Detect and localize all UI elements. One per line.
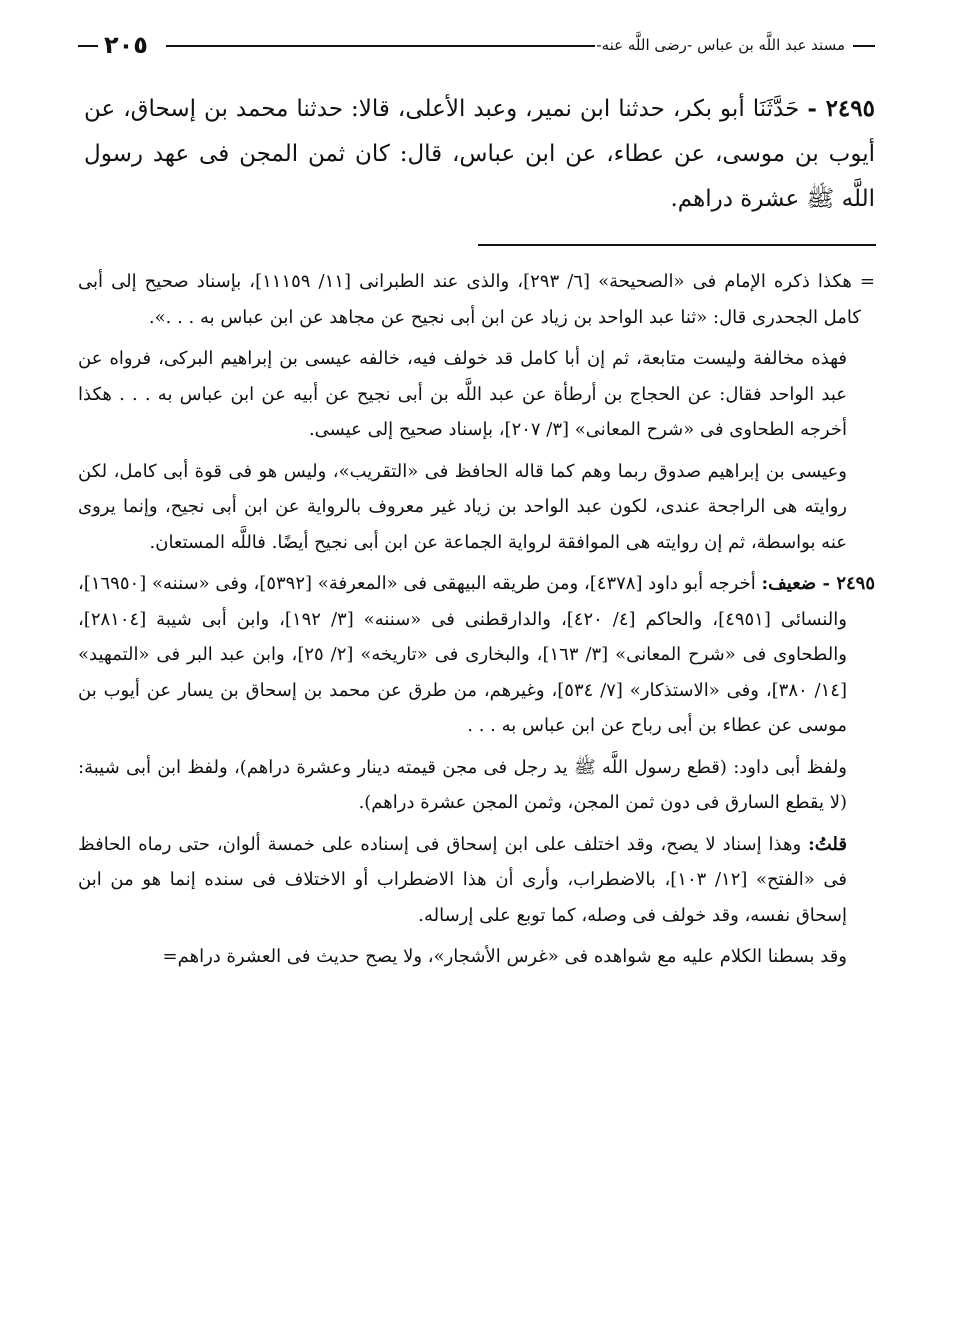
footnote-paragraph: = هكذا ذكره الإمام فى «الصحيحة» [٦/ ٢٩٣]، والذى عند الطبرانى [١١/ ١١١٥٩]، بإسناد صحيح إلى أبى كامل الجحدرى قال: «ثنا عبد الواحد بن زياد عن ابن أبى نجيح عن مجاهد عن ابن عباس به . . .». <box>78 271 875 328</box>
footnote-paragraph: ولفظ أبى داود: (قطع رسول اللَّه ﷺ يد رجل فى مجن قيمته دينار وعشرة دراهم)، ولفظ ابن أبى شيبة: (لا يقطع السارق فى دون ثمن المجن، وثمن المجن عشرة دراهم). <box>78 756 847 813</box>
footnote-paragraph: وقد بسطنا الكلام عليه مع شواهده فى «غرس الأشجار»، ولا يصح حديث فى العشرة دراهم= <box>162 946 847 967</box>
footnote-comment-label: قلتُ: <box>808 833 847 855</box>
running-title: مسند عبد اللَّه بن عباس -رضى اللَّه عنه- <box>596 36 845 54</box>
footnote-separator <box>478 244 876 246</box>
footnotes-block <box>78 264 875 981</box>
header-rule <box>166 45 595 47</box>
footnote-takhrij-label: ٢٤٩٥ - ضعيف: <box>761 573 875 594</box>
header-dash-left <box>78 45 98 47</box>
hadith-number: ٢٤٩٥ - <box>807 95 875 122</box>
footnote-takhrij <box>78 566 875 744</box>
footnote-comment <box>78 827 875 934</box>
footnote-comment-text: وهذا إسناد لا يصح، وقد اختلف على ابن إسحاق فى إسناده على خمسة ألوان، حتى رماه الحافظ فى «الفتح» [١٢/ ١٠٣]، بالاضطراب، وأرى أن هذا الاضطراب أو الاختلاف فى سنده إنما هو من ابن إسحاق نفسه، وقد خولف فى وصله، كما توبع على إرساله. <box>78 833 847 926</box>
footnote-takhrij-text: أخرجه أبو داود [٤٣٧٨]، ومن طريقه البيهقى فى «المعرفة» [٥٣٩٢]، وفى «سننه» [١٦٩٥٠]، والنسائى [٤٩٥١]، والحاكم [٤/ ٤٢٠]، والدارقطنى فى «سننه» [٣/ ١٩٢]، وابن أبى شيبة [٢٨١٠٤]، والطحاوى فى «شرح المعانى» [٣/ ١٦٣]، والبخارى فى «تاريخه» [٢/ ٢٥]، وابن عبد البر فى «التمهيد» [١٤/ ٣٨٠]، وفى «الاستذكار» [٧/ ٥٣٤]، وغيرهم، من طرق عن محمد بن إسحاق بن يسار عن أيوب بن موسى عن عطاء بن أبى رباح عن ابن عباس به . . . <box>78 573 847 736</box>
footnote-paragraph: وعيسى بن إبراهيم صدوق ربما وهم كما قاله الحافظ فى «التقريب»، وليس هو فى قوة أبى كامل، لكن روايته هى الراجحة عندى، لكون عبد الواحد بن زياد غير معروف بالرواية عن ابن أبى نجيح، وإنما يروى عنه بواسطة، ثم إن روايته هى الموافقة لرواية الجماعة عن ابن أبى نجيح أيضًا. فاللَّه المستعان. <box>78 460 847 553</box>
hadith-body: حَدَّثَنَا أبو بكر، حدثنا ابن نمير، وعبد الأعلى، قالا: حدثنا محمد بن إسحاق، عن أيوب بن موسى، عن عطاء، عن ابن عباس، قال: كان ثمن المجن فى عهد رسول اللَّه ﷺ عشرة دراهم. <box>84 96 875 212</box>
page-header <box>78 30 875 60</box>
header-dash-right <box>853 45 875 47</box>
footnote-paragraph: فهذه مخالفة وليست متابعة، ثم إن أبا كامل قد خولف فيه، خالفه عيسى بن إبراهيم البركى، فرواه عن عبد الواحد فقال: عن الحجاج بن أرطأة عن عبد اللَّه بن أبى نجيح عن أبيه عن ابن عباس به . . . هكذا أخرجه الطحاوى فى «شرح المعانى» [٣/ ٢٠٧]، بإسناد صحيح إلى عيسى. <box>78 348 847 440</box>
page-number: ٢٠٥ <box>104 31 148 59</box>
hadith-text-block <box>84 86 875 222</box>
